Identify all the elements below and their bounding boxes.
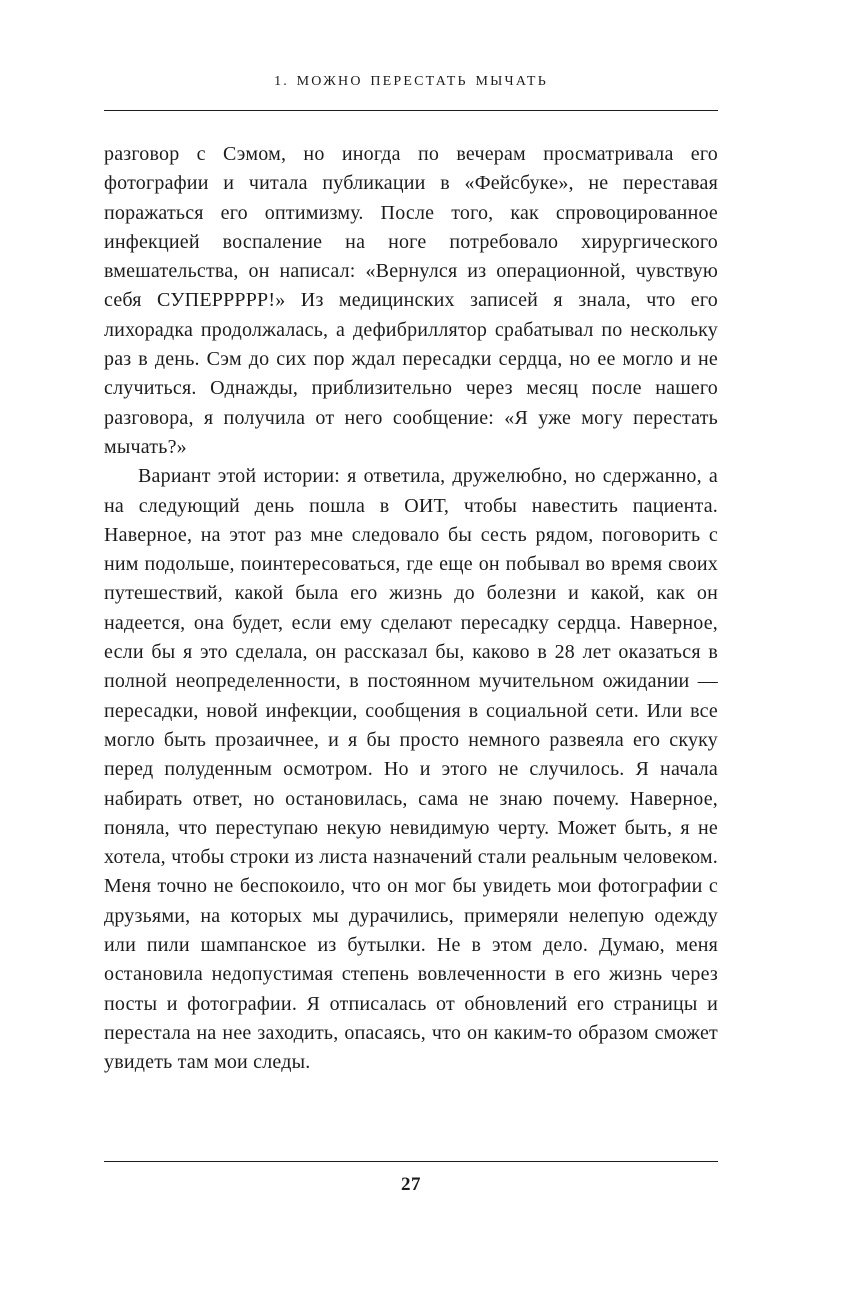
paragraph: Вариант этой истории: я ответила, дружелюбно, но сдержанно, а на следующий день пошла в ОИТ, чтобы навестить пациента. Наверное, на этот раз мне следовало бы сесть рядом, поговорить с ним подольше, поинтересоваться, где еще он побывал во время своих путешествий, какой была его жизнь до болезни и какой, как он надеется, она будет, если ему сделают пересадку сердца. Наверное, если бы я это сделала, он рассказал бы, каково в 28 лет оказаться в полной неопределенности, в постоянном мучительном ожидании — пересадки, новой инфекции, сообщения в социальной сети. Или все могло быть прозаичнее, и я бы просто немного развеяла его скуку перед полуденным осмотром. Но и этого не случилось. Я начала набирать ответ, но остановилась, сама не знаю почему. Наверное, поняла, что переступаю некую невидимую черту. Может быть, я не хотела, чтобы строки из листа назначений стали реальным человеком. Меня точно не беспокоило, что он мог бы увидеть мои фотографии с друзьями, на которых мы дурачились, примеряли нелепую одежду или пили шампанское из бутылки. Не в этом дело. Думаю, меня остановила недопустимая степень вовлеченности в его жизнь через посты и фотографии. Я отписалась от обновлений его страницы и перестала на нее заходить, опасаясь, что он каким-то образом сможет увидеть там мои следы. [104,465,718,1074]
running-header-chapter-title: 1. МОЖНО ПЕРЕСТАТЬ МЫЧАТЬ [274,74,548,89]
page-header [104,74,718,111]
footer-divider-rule [104,1161,718,1162]
page-body-text [104,140,718,1078]
header-divider-rule [104,110,718,111]
page-number: 27 [401,1174,421,1195]
page-footer [104,1161,718,1196]
paragraph-continuation: разговор с Сэмом, но иногда по вечерам просматривала его фотографии и читала публикации в «Фейсбуке», не переставая поражаться его оптимизму. После того, как спровоцированное инфекцией воспаление на ноге потребовало хирургического вмешательства, он написал: «Вернулся из операционной, чувствую себя СУПЕРРРРР!» Из медицинских записей я знала, что его лихорадка продолжалась, а дефибриллятор срабатывал по нескольку раз в день. Сэм до сих пор ждал пересадки сердца, но ее могло и не случиться. Однажды, приблизительно через месяц после нашего разговора, я получила от него сообщение: «Я уже могу перестать мычать?» [104,143,718,458]
